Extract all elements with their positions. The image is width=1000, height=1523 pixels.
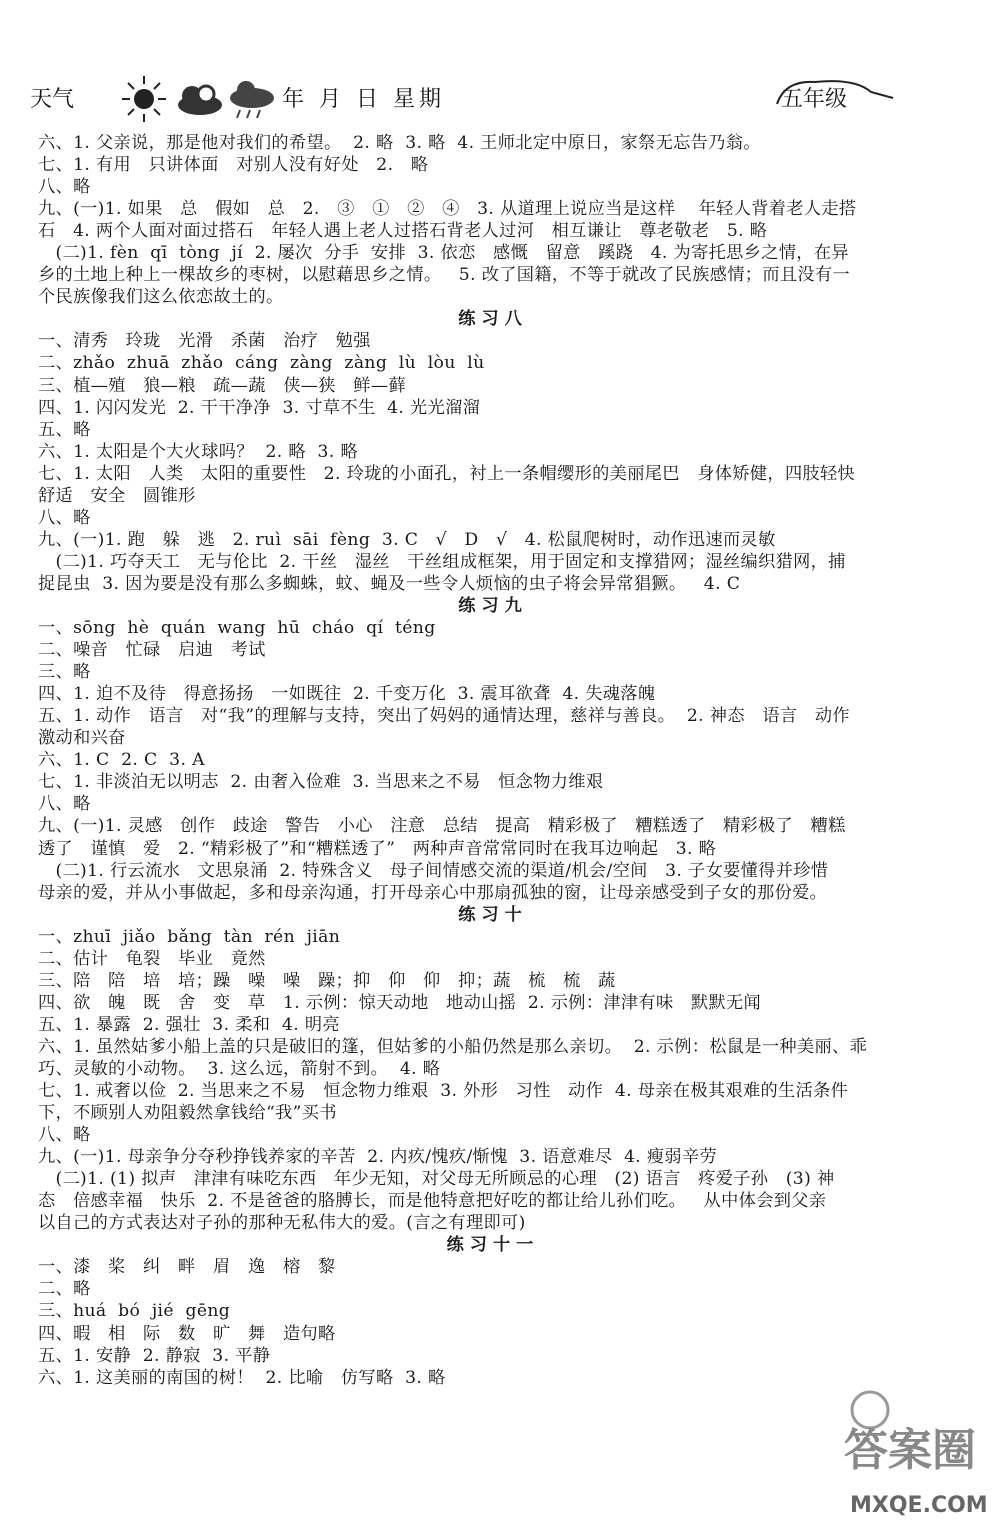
answer-line: 二、噪音 忙碌 启迪 考试 xyxy=(38,640,266,661)
section-title: 练习十 xyxy=(458,904,528,925)
grade-badge xyxy=(775,74,895,114)
answer-line: 四、欲 魄 既 舍 变 草 1. 示例：惊天动地 地动山摇 2. 示例：津津有味 默默无闻 xyxy=(38,992,762,1013)
answer-line: 下，不顾别人劝阻毅然拿钱给“我”买书 xyxy=(38,1103,337,1124)
sun-icon xyxy=(122,76,166,122)
answer-line: 七、1. 有用 只讲体面 对别人没有好处 2. 略 xyxy=(38,155,429,176)
answer-line: 六、1. 虽然姑爹小船上盖的只是破旧的篷，但姑爹的小船仍然是那么亲切。 2. 示例：松鼠是一种美丽、乖 xyxy=(38,1036,868,1057)
weather-label: 天气 xyxy=(30,87,75,112)
answer-line: 一、sōng hè quán wang hū cháo qí téng xyxy=(38,618,436,639)
answer-line: 八、略 xyxy=(38,794,91,815)
answer-line: 三、略 xyxy=(38,662,91,683)
answer-line: 七、1. 非淡泊无以明志 2. 由奢入俭难 3. 当思来之不易 恒念物力维艰 xyxy=(38,772,604,793)
answer-line: 六、1. 太阳是个大火球吗？ 2. 略 3. 略 xyxy=(38,441,358,462)
answer-line: 八、略 xyxy=(38,177,91,198)
section-title: 练习九 xyxy=(458,595,528,616)
answer-line: 一、zhuī jiǎo bǎng tàn rén jiān xyxy=(38,926,341,947)
answer-line: 捉昆虫 3. 因为要是没有那么多蜘蛛，蚊、蝇及一些令人烦恼的虫子将会异常猖獗。 4. C xyxy=(38,573,741,594)
answer-line: 六、1. C 2. C 3. A xyxy=(38,750,205,771)
answer-line: 个民族像我们这么依恋故土的。 xyxy=(38,287,284,308)
date-label: 年 月 日 星期 xyxy=(282,87,445,112)
page-header xyxy=(30,72,930,126)
answer-line: 五、略 xyxy=(38,419,91,440)
answer-line: 三、植—殖 狼—粮 疏—蔬 侠—狭 鲜—藓 xyxy=(38,375,406,396)
answer-line: 透了 谨慎 爱 2. “精彩极了”和“糟糕透了” 两种声音常常同时在我耳边响起 3. 略 xyxy=(38,838,717,859)
answer-line: 二、估计 龟裂 毕业 竟然 xyxy=(38,948,266,969)
cloud-icon xyxy=(178,86,222,115)
watermark-site: MXQE.COM xyxy=(850,1493,988,1518)
answer-line: 八、略 xyxy=(38,1125,91,1146)
answer-line: 母亲的爱，并从小事做起，多和母亲沟通，打开母亲心中那扇孤独的窗，让母亲感受到子女的那份爱。 xyxy=(38,882,828,903)
answer-line: 六、1. 父亲说，那是他对我们的希望。 2. 略 3. 略 4. 王师北定中原日，家祭无忘告乃翁。 xyxy=(38,133,761,153)
answer-line: (二)1. 巧夺天工 无与伦比 2. 干丝 湿丝 干丝组成框架，用于固定和支撑猎网；湿丝编织猎网，捕 xyxy=(38,551,846,572)
answer-line: 态 倍感幸福 快乐 2. 不是爸爸的胳膊长，而是他特意把好吃的都让给儿孙们吃。 从中体会到父亲 xyxy=(38,1191,827,1212)
answer-line: 七、1. 太阳 人类 太阳的重要性 2. 玲珑的小面孔，衬上一条帽缨形的美丽尾巴 身体矫健，四肢轻快 xyxy=(38,463,856,484)
answer-line: 七、1. 戒奢以俭 2. 当思来之不易 恒念物力维艰 3. 外形 习性 动作 4. 母亲在极其艰难的生活条件 xyxy=(38,1081,849,1102)
answer-line: (二)1. (1) 拟声 津津有味吃东西 年少无知，对父母无所顾忌的心理 (2) 语言 疼爱子孙 (3) 神 xyxy=(38,1169,835,1190)
weather-icons xyxy=(122,72,282,126)
answer-line: (二)1. fèn qī tòng jí 2. 屡次 分手 安排 3. 依恋 感慨 留意 蹊跷 4. 为寄托思乡之情，在异 xyxy=(38,243,849,264)
answer-line: 一、清秀 玲珑 光滑 杀菌 治疗 勉强 xyxy=(38,331,371,352)
grade-label: 五年级 xyxy=(781,87,848,112)
answer-line: 五、1. 动作 语言 对“我”的理解与支持，突出了妈妈的通情达理，慈祥与善良。 2. 神态 语言 动作 xyxy=(38,706,850,727)
answer-line: 乡的土地上种上一棵故乡的枣树，以慰藉思乡之情。 5. 改了国籍，不等于就改了民族感情；而且没有一 xyxy=(38,265,851,286)
answer-line: 六、1. 这美丽的南国的树！ 2. 比喻 仿写略 3. 略 xyxy=(38,1367,446,1388)
answer-line: 五、1. 安静 2. 静寂 3. 平静 xyxy=(38,1345,271,1366)
answer-content xyxy=(38,132,948,1389)
answer-line: 一、漆 桨 纠 畔 眉 逸 榕 黎 xyxy=(38,1257,336,1278)
watermark-logo xyxy=(840,1380,1000,1523)
answer-line: 四、暇 相 际 数 旷 舞 造句略 xyxy=(38,1323,336,1344)
answer-line: 二、略 xyxy=(38,1279,91,1300)
section-title: 练习十一 xyxy=(446,1235,540,1256)
section-title: 练习八 xyxy=(458,309,528,330)
answer-line: (二)1. 行云流水 文思泉涌 2. 特殊含义 母子间情感交流的渠道/机会/空间 3. 子女要懂得并珍惜 xyxy=(38,860,829,881)
answer-line: 五、1. 暴露 2. 强壮 3. 柔和 4. 明亮 xyxy=(38,1014,340,1035)
answer-line: 石 4. 两个人面对面过搭石 年轻人遇上老人过搭石背老人过河 相互谦让 尊老敬老 5. 略 xyxy=(38,221,768,242)
answer-line: 激动和兴奋 xyxy=(38,728,126,749)
answer-line: 九、(一)1. 跑 躲 逃 2. ruì sāi fèng 3. C √ D √ 4. 松鼠爬树时，动作迅速而灵敏 xyxy=(38,529,776,550)
answer-line: 三、huá bó jié gēng xyxy=(38,1301,231,1322)
rain-cloud-icon xyxy=(230,81,274,118)
watermark-text: 答案圈 xyxy=(844,1425,976,1476)
answer-line: 三、陪 陪 培 培；躁 噪 噪 躁；抑 仰 仰 抑；蔬 梳 梳 蔬 xyxy=(38,970,616,991)
answer-line: 四、1. 闪闪发光 2. 干干净净 3. 寸草不生 4. 光光溜溜 xyxy=(38,397,481,418)
answer-line: 舒适 安全 圆锥形 xyxy=(38,485,196,506)
answer-line: 九、(一)1. 如果 总 假如 总 2. ③ ① ② ④ 3. 从道理上说应当是这样 年轻人背着老人走搭 xyxy=(38,199,857,220)
answer-line: 四、1. 迫不及待 得意扬扬 一如既往 2. 千变万化 3. 震耳欲聋 4. 失魂落魄 xyxy=(38,684,656,705)
answer-line: 九、(一)1. 灵感 创作 歧途 警告 小心 注意 总结 提高 精彩极了 糟糕透了 精彩极了 糟糕 xyxy=(38,816,846,837)
answer-line: 八、略 xyxy=(38,507,91,528)
answer-line: 巧、灵敏的小动物。 3. 这么远，箭射不到。 4. 略 xyxy=(38,1058,441,1079)
answer-line: 二、zhǎo zhuā zhǎo cáng zàng zàng lù lòu lù xyxy=(38,353,485,374)
answer-line: 九、(一)1. 母亲争分夺秒挣钱养家的辛苦 2. 内疚/愧疚/惭愧 3. 语意难尽 4. 瘦弱辛劳 xyxy=(38,1147,718,1168)
answer-line: 以自己的方式表达对子孙的那种无私伟大的爱。(言之有理即可) xyxy=(38,1213,526,1234)
